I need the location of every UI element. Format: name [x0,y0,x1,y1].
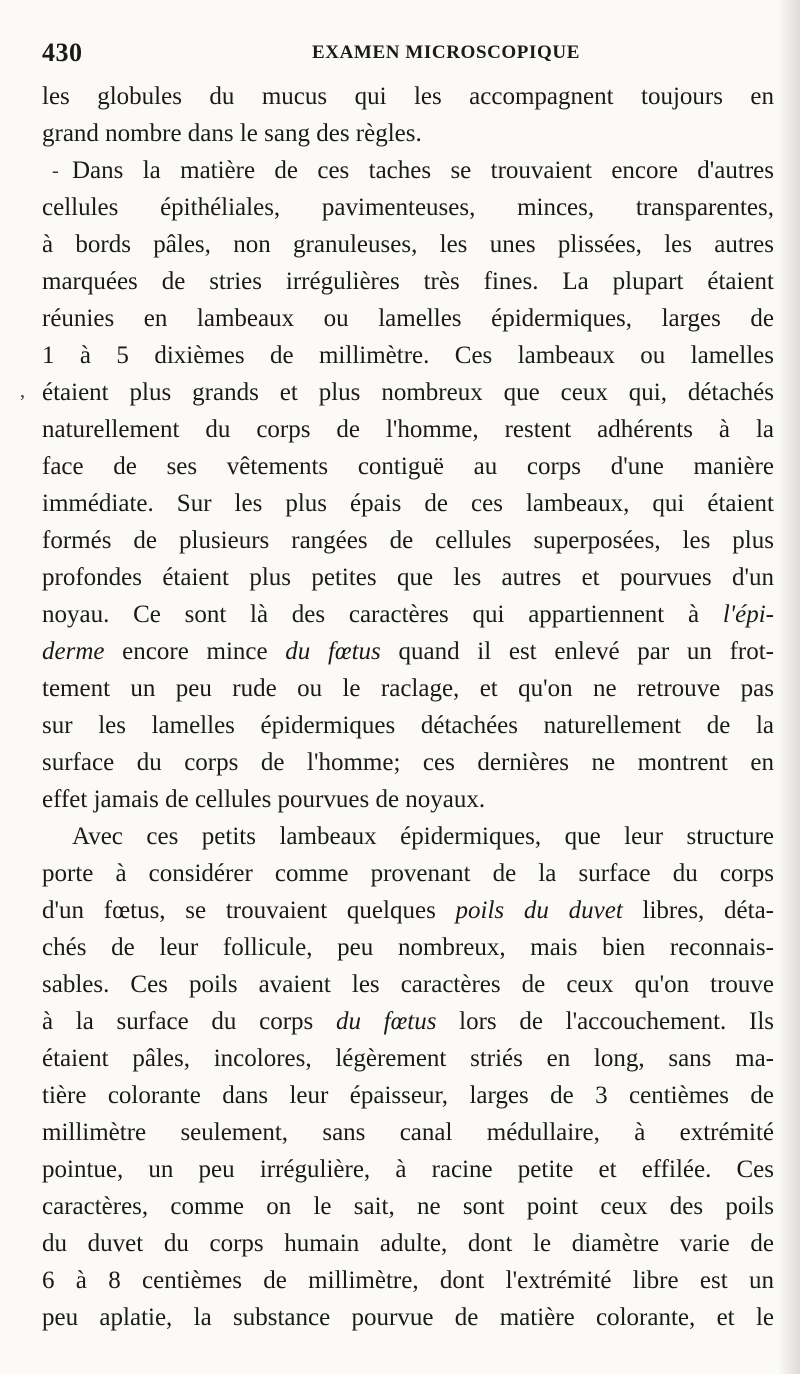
text-line: sables. Ces poils avaient les caractères de ceux qu'on trouve [42,971,774,998]
text-line: porte à considérer comme provenant de la surface du corps [42,860,774,887]
text-line: effet jamais de cellules pourvues de noyaux. [42,786,486,813]
text-line: les globules du mucus qui les accompagnent toujours en [42,83,774,110]
text-line: grand nombre dans le sang des règles. [42,120,422,147]
text-line: à bords pâles, non granuleuses, les unes plissées, les autres [42,231,774,258]
margin-mark: , [20,380,25,402]
text-line: chés de leur follicule, peu nombreux, mais bien reconnais- [42,934,774,961]
text-line: millimètre seulement, sans canal médullaire, à extrémité [42,1119,774,1146]
text-line: à la surface du corps du fœtus lors de l'accouchement. Ils [42,1008,775,1035]
text-line: réunies en lambeaux ou lamelles épidermiques, larges de [42,305,774,332]
text-line: du duvet du corps humain adulte, dont le diamètre varie de [42,1230,774,1257]
text-line: peu aplatie, la substance pourvue de matière colorante, et le [42,1304,774,1331]
text-line: sur les lamelles épidermiques détachées naturellement de la [42,712,774,739]
text-line: immédiate. Sur les plus épais de ces lambeaux, qui étaient [42,490,774,517]
text-line: derme encore mince du fœtus quand il est enlevé par un frot- [42,638,774,665]
text-line: cellules épithéliales, pavimenteuses, minces, transparentes, [42,194,774,221]
text-line: Dans la matière de ces taches se trouvaient encore d'autres [72,157,774,184]
text-line: caractères, comme on le sait, ne sont point ceux des poils [42,1193,774,1220]
text-line: tière colorante dans leur épaisseur, larges de 3 centièmes de [42,1082,774,1109]
page-header [40,36,770,76]
text-line: pointue, un peu irrégulière, à racine petite et effilée. Ces [42,1156,774,1183]
text-line: étaient plus grands et plus nombreux que ceux qui, détachés [42,379,774,406]
text-line: profondes étaient plus petites que les autres et pourvues d'un [42,564,774,591]
text-line: formés de plusieurs rangées de cellules superposées, les plus [42,527,774,554]
text-line: noyau. Ce sont là des caractères qui appartiennent à l'épi- [42,601,774,628]
text-line: marquées de stries irrégulières très fines. La plupart étaient [42,268,774,295]
page-edge-shadow [778,0,800,1374]
running-head: EXAMEN MICROSCOPIQUE [312,42,580,63]
text-line: Avec ces petits lambeaux épidermiques, que leur structure [72,823,774,850]
page-number: 430 [42,38,83,67]
text-line: étaient pâles, incolores, légèrement striés en long, sans ma- [42,1045,774,1072]
text-line: d'un fœtus, se trouvaient quelques poils du duvet libres, déta- [42,897,774,924]
text-line: 6 à 8 centièmes de millimètre, dont l'extrémité libre est un [42,1267,774,1294]
text-line: face de ses vêtements contiguë au corps d'une manière [42,453,774,480]
text-line: surface du corps de l'homme; ces dernières ne montrent en [42,749,774,776]
text-line: tement un peu rude ou le raclage, et qu'on ne retrouve pas [42,675,774,702]
text-line: 1 à 5 dixièmes de millimètre. Ces lambeaux ou lamelles [42,342,774,369]
body-text [42,78,774,1336]
margin-mark: - [52,160,59,182]
text-line: naturellement du corps de l'homme, restent adhérents à la [42,416,774,443]
